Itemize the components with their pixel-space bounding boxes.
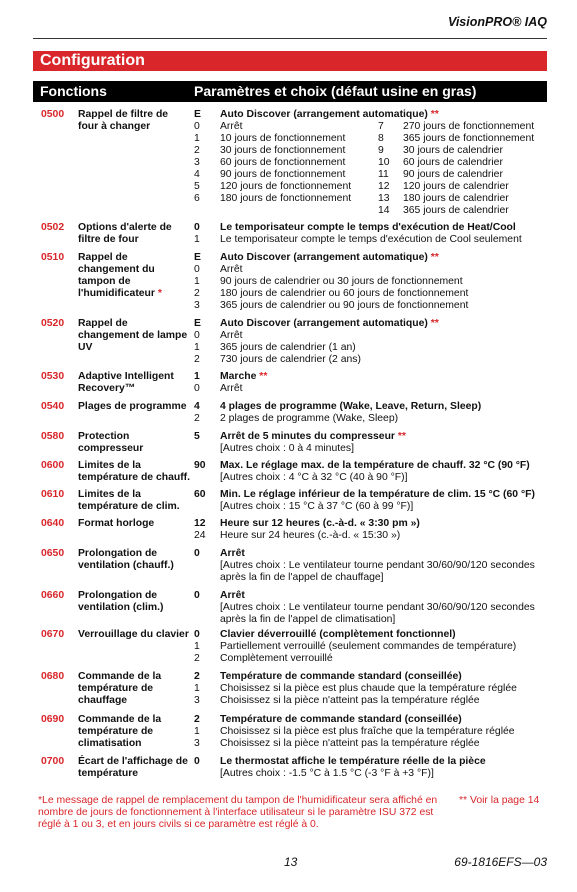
- parameter-number: 0700: [41, 756, 65, 767]
- option-descriptions: [220, 431, 550, 455]
- option-code: 2: [194, 671, 200, 682]
- parameter-number: 0640: [41, 518, 65, 529]
- parameter-name: Commande de la température de chauffage: [78, 671, 162, 706]
- option-code: E: [194, 252, 201, 263]
- option-descriptions: [220, 548, 550, 584]
- option-codes: [194, 222, 214, 246]
- parameter-name: Commande de la température de climatisation: [78, 714, 162, 749]
- option-code: 2: [194, 413, 200, 424]
- option-text: [Autres choix : 4 °C à 32 °C (40 à 90 °F)]: [220, 472, 408, 483]
- option-code: 5: [194, 181, 200, 192]
- option-code: 4: [194, 401, 200, 412]
- section-title: Configuration: [33, 51, 547, 71]
- parameter-number: 0530: [41, 371, 65, 382]
- parameter-number: 0610: [41, 489, 65, 500]
- product-name: VisionPRO® IAQ: [447, 15, 547, 29]
- option-codes: [194, 401, 214, 425]
- option-code: 0: [194, 330, 200, 341]
- see-page-star: **: [430, 252, 439, 263]
- parameter-name: Prolongation de ventilation (chauff.): [78, 548, 174, 571]
- option-text: Arrêt: [220, 548, 245, 559]
- option-text: [Autres choix : 0 à 4 minutes]: [220, 443, 354, 454]
- option-code: 2: [194, 354, 200, 365]
- option-descriptions: [220, 629, 550, 665]
- option-code: E: [194, 109, 201, 120]
- option-descriptions: [220, 222, 550, 246]
- option-text: 30 jours de calendrier: [403, 145, 503, 156]
- option-descriptions-second-column: [403, 121, 553, 217]
- option-codes: [194, 714, 214, 750]
- option-code: 11: [378, 169, 389, 180]
- option-code: 4: [194, 169, 200, 180]
- option-codes: [194, 489, 214, 501]
- option-text: Auto Discover (arrangement automatique) **: [220, 252, 439, 263]
- option-text: 90 jours de calendrier ou 30 jours de fonctionnement: [220, 276, 463, 287]
- option-codes: [194, 318, 214, 366]
- option-code: 2: [194, 288, 200, 299]
- option-text: 180 jours de fonctionnement: [220, 193, 352, 204]
- parameter-number: 0600: [41, 460, 65, 471]
- option-text: 2 plages de programme (Wake, Sleep): [220, 413, 399, 424]
- option-descriptions: [220, 460, 550, 484]
- parameter-name: Limites de la température de clim.: [78, 489, 180, 512]
- option-text: [Autres choix : Le ventilateur tourne pendant 30/60/90/120 secondes après la fin de l'appel de climatisation]: [220, 602, 535, 625]
- option-code: 1: [194, 234, 200, 245]
- option-codes: [194, 252, 214, 312]
- footnote-star: *: [157, 288, 162, 299]
- option-code: 2: [194, 653, 200, 664]
- option-code: 0: [194, 629, 200, 640]
- option-text: [Autres choix : 15 °C à 37 °C (60 à 99 °F)]: [220, 501, 414, 512]
- option-code: 0: [194, 383, 200, 394]
- option-text: Arrêt: [220, 264, 243, 275]
- option-code: 6: [194, 193, 200, 204]
- option-text: Max. Le réglage max. de la température de chauff. 32 °C (90 °F): [220, 460, 530, 471]
- option-descriptions: [220, 671, 550, 707]
- see-page-star: **: [430, 318, 439, 329]
- parameter-name: Rappel de changement du tampon de l'humidificateur *: [78, 252, 162, 299]
- option-descriptions: [220, 756, 550, 780]
- parameter-number: 0650: [41, 548, 65, 559]
- option-code: 0: [194, 264, 200, 275]
- option-descriptions: [220, 252, 550, 312]
- option-code: 10: [378, 157, 390, 168]
- option-text: Arrêt: [220, 590, 245, 601]
- option-text: Arrêt: [220, 383, 243, 394]
- option-code: E: [194, 318, 201, 329]
- option-codes: [194, 431, 214, 443]
- option-descriptions: [220, 318, 550, 366]
- option-codes: [194, 590, 214, 602]
- option-text: 90 jours de calendrier: [403, 169, 503, 180]
- parameter-name: Protection compresseur: [78, 431, 144, 454]
- option-descriptions: [220, 401, 550, 425]
- option-code: 0: [194, 121, 200, 132]
- parameter-name: Prolongation de ventilation (clim.): [78, 590, 164, 613]
- parameter-number: 0670: [41, 629, 65, 640]
- option-code: 1: [194, 133, 200, 144]
- option-code: 3: [194, 157, 200, 168]
- option-text: Le temporisateur compte le temps d'exécution de Heat/Cool: [220, 222, 516, 233]
- option-code: 3: [194, 695, 200, 706]
- option-text: [Autres choix : Le ventilateur tourne pendant 30/60/90/120 secondes après la fin de l'appel de chauffage]: [220, 560, 535, 583]
- option-text: 270 jours de fonctionnement: [403, 121, 535, 132]
- option-text: Partiellement verrouillé (seulement commandes de température): [220, 641, 517, 652]
- option-code: 1: [194, 276, 200, 287]
- option-code: 14: [378, 205, 390, 216]
- parameter-number: 0680: [41, 671, 65, 682]
- option-text: Auto Discover (arrangement automatique) **: [220, 318, 439, 329]
- option-text: Choisissez si la pièce est plus fraîche que la température réglée: [220, 726, 515, 737]
- option-code: 1: [194, 641, 200, 652]
- option-text: Choisissez si la pièce n'atteint pas la température réglée: [220, 695, 480, 706]
- header-rule: [33, 38, 547, 39]
- column-header-params: Paramètres et choix (défaut usine en gras): [194, 83, 477, 99]
- option-text: 90 jours de fonctionnement: [220, 169, 346, 180]
- option-codes: [194, 548, 214, 560]
- option-descriptions: [220, 518, 550, 542]
- option-codes: [194, 756, 214, 768]
- option-text: 180 jours de calendrier: [403, 193, 509, 204]
- option-codes: [194, 109, 214, 205]
- parameter-name: Limites de la température de chauff.: [78, 460, 191, 483]
- parameter-name: Rappel de changement de lampe UV: [78, 318, 188, 353]
- parameter-number: 0500: [41, 109, 65, 120]
- option-code: 1: [194, 726, 200, 737]
- option-text: Choisissez si la pièce n'atteint pas la température réglée: [220, 738, 480, 749]
- option-codes: [194, 629, 214, 665]
- option-code: 2: [194, 145, 200, 156]
- parameter-name: Écart de l'affichage de température: [78, 756, 188, 779]
- parameter-number: 0510: [41, 252, 65, 263]
- option-text: Le thermostat affiche le température réelle de la pièce: [220, 756, 486, 767]
- option-text: Marche **: [220, 371, 268, 382]
- option-text: Heure sur 12 heures (c.-à-d. « 3:30 pm »): [220, 518, 420, 529]
- option-code: 0: [194, 756, 200, 767]
- option-code: 12: [378, 181, 390, 192]
- option-text: Clavier déverrouillé (complètement fonctionnel): [220, 629, 456, 640]
- option-code: 0: [194, 222, 200, 233]
- document-number: 69-1816EFS—03: [454, 855, 547, 869]
- option-text: 120 jours de calendrier: [403, 181, 509, 192]
- parameter-number: 0540: [41, 401, 65, 412]
- option-code: 8: [378, 133, 384, 144]
- option-codes: [194, 460, 214, 472]
- option-code: 2: [194, 714, 200, 725]
- parameter-number: 0502: [41, 222, 65, 233]
- option-text: Complètement verrouillé: [220, 653, 333, 664]
- option-text: 30 jours de fonctionnement: [220, 145, 346, 156]
- option-text: 10 jours de fonctionnement: [220, 133, 346, 144]
- see-page-star: **: [259, 371, 268, 382]
- parameter-name: Options d'alerte de filtre de four: [78, 222, 172, 245]
- parameter-number: 0580: [41, 431, 65, 442]
- option-text: Température de commande standard (conseillée): [220, 671, 462, 682]
- footnote-see-page: ** Voir la page 14: [459, 795, 540, 806]
- option-code: 1: [194, 683, 200, 694]
- option-code: 0: [194, 590, 200, 601]
- option-code: 9: [378, 145, 384, 156]
- option-text: 60 jours de calendrier: [403, 157, 503, 168]
- option-text: Arrêt: [220, 330, 243, 341]
- option-text: 365 jours de calendrier (1 an): [220, 342, 356, 353]
- option-code: 7: [378, 121, 384, 132]
- option-descriptions: [220, 371, 550, 395]
- option-text: Heure sur 24 heures (c.-à-d. « 15:30 »): [220, 530, 401, 541]
- option-text: Choisissez si la pièce est plus chaude que la température réglée: [220, 683, 517, 694]
- parameter-name: Adaptive Intelligent Recovery™: [78, 371, 174, 394]
- option-code: 12: [194, 518, 206, 529]
- option-code: 90: [194, 460, 206, 471]
- option-text: 365 jours de fonctionnement: [403, 133, 535, 144]
- column-header-bar: [33, 81, 547, 102]
- option-codes: [194, 518, 214, 542]
- option-code: 1: [194, 342, 200, 353]
- option-text: 365 jours de calendrier: [403, 205, 509, 216]
- option-code: 60: [194, 489, 206, 500]
- option-text: 4 plages de programme (Wake, Leave, Return, Sleep): [220, 401, 482, 412]
- option-code: 1: [194, 371, 200, 382]
- option-text: Arrêt: [220, 121, 243, 132]
- see-page-star: **: [397, 431, 406, 442]
- option-text: Le temporisateur compte le temps d'exécution de Cool seulement: [220, 234, 522, 245]
- option-code: 13: [378, 193, 390, 204]
- option-codes: [194, 671, 214, 707]
- option-text: Arrêt de 5 minutes du compresseur **: [220, 431, 406, 442]
- column-header-functions: Fonctions: [40, 83, 107, 99]
- option-code: 24: [194, 530, 206, 541]
- option-text: [Autres choix : -1.5 °C à 1.5 °C (-3 °F à +3 °F)]: [220, 768, 434, 779]
- option-code: 3: [194, 738, 200, 749]
- option-descriptions: [220, 590, 550, 626]
- parameter-number: 0690: [41, 714, 65, 725]
- option-text: Température de commande standard (conseillée): [220, 714, 462, 725]
- option-text: Min. Le réglage inférieur de la température de clim. 15 °C (60 °F): [220, 489, 535, 500]
- parameter-name: Verrouillage du clavier: [78, 629, 189, 640]
- see-page-star: **: [430, 109, 439, 120]
- option-codes: [194, 371, 214, 395]
- option-text: 60 jours de fonctionnement: [220, 157, 346, 168]
- option-text: 120 jours de fonctionnement: [220, 181, 352, 192]
- option-codes-second-column: [378, 121, 398, 217]
- option-code: 3: [194, 300, 200, 311]
- option-text: 365 jours de calendrier ou 90 jours de fonctionnement: [220, 300, 469, 311]
- option-code: 0: [194, 548, 200, 559]
- option-text: Auto Discover (arrangement automatique) **: [220, 109, 439, 120]
- option-descriptions: [220, 489, 550, 513]
- option-descriptions: [220, 714, 550, 750]
- parameter-name: Plages de programme: [78, 401, 187, 412]
- option-text: 730 jours de calendrier (2 ans): [220, 354, 361, 365]
- parameter-name: Rappel de filtre de four à changer: [78, 109, 169, 132]
- parameter-number: 0520: [41, 318, 65, 329]
- page-number: 13: [284, 855, 298, 869]
- parameter-name: Format horloge: [78, 518, 155, 529]
- option-text: 180 jours de calendrier ou 60 jours de fonctionnement: [220, 288, 469, 299]
- parameter-number: 0660: [41, 590, 65, 601]
- footnote-humidifier: *Le message de rappel de remplacement du tampon de l'humidificateur sera affiché en nombre de jours de fonctionnement à l'interface utilisateur si le paramètre ISU 372 est réglé à 1 ou 3, et en jours civils si ce paramètre est réglé à 0.: [38, 795, 438, 830]
- option-code: 5: [194, 431, 200, 442]
